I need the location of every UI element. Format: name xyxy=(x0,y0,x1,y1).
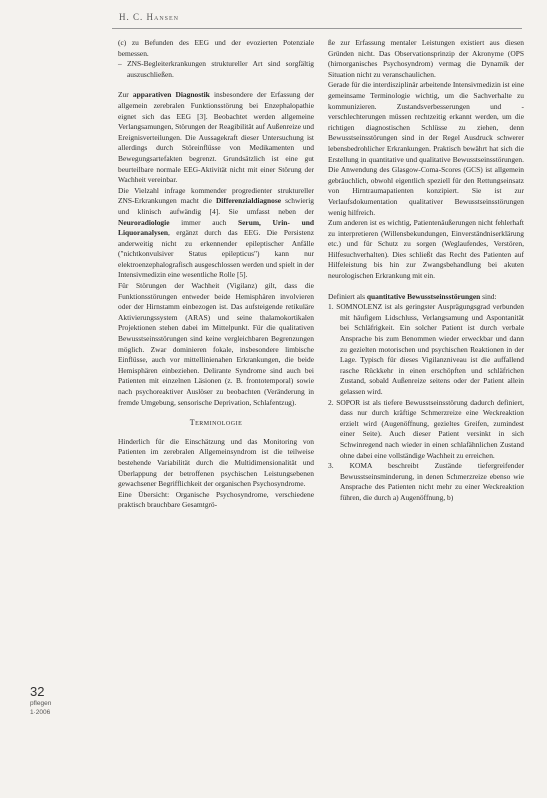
bold-term: Neuroradiologie xyxy=(118,217,170,227)
page-number: 32 xyxy=(30,684,45,699)
bold-term: quantitative Bewusstseinsstörungen xyxy=(366,291,481,301)
right-column xyxy=(328,38,524,504)
paragraph-intensive-care: Gerade für die interdisziplinär arbeitende Intensivmedizin ist eine gemeinsame Terminologie wichtig, um die Sachverhalte zu kommunizieren. Zustandsverbesserungen und -verschlechterungen müssen rechtzeitig erkannt werden, um die richtigen diagnostischen Schlüsse zu ziehen, denn Bewusstseinsstörungen sind in der Regel Ausdruck schwerer lebensbedrohlicher Erkrankungen. Praktisch bewährt hat sich die Erstellung in quantitative und qualitative Bewusstseinsstörungen. Die Anwendung des Glasgow-Coma-Scores (GCS) ist allgemein gebräuchlich, obwohl eigentlich speziell für den Rettungseinsatz von Hirntraumapatienten konzipiert. Sie ist zur Verlaufsdokumentation qualitativer Bewusstseinsstörungen wenig hilfreich. xyxy=(328,80,524,217)
section-title: Terminologie xyxy=(189,418,243,428)
paragraph-terminology: Hinderlich für die Einschätzung und das Monitoring von Patienten im zerebralen Allgemeinsyndrom ist die teilweise bestehende Variabilität durch die Multidimensionalität und Überlappung der betroffenen psychischen Leistungsebenen gewachsener Begrifflichkeit der organischen Psychosyndrome. xyxy=(118,436,314,489)
paragraph-overview: Eine Übersicht: Organische Psychosyndrome, verschiedene praktisch brauchbare Gesamtgrö- xyxy=(118,489,314,510)
paragraph-diagnostics: Zur apparativen Diagnostik insbesondere der Erfassung der allgemein zerebralen Funktionsstörung bei Enzephalopathie eignet sich das EEG [3]. Beobachtet werden allgemeine Verlangsamungen, Störungen der Reagibilität auf Außenreize und Ereignisverteilungen. Die Aussagekraft dieser Untersuchung ist allerdings durch Störeinflüsse von Medikamenten und Bewegungsartefakten begrenzt. Grundsätzlich ist eine gut beurteilbare normale EEG-Aktivität nicht mit einer Störung der Wachheit vereinbar. xyxy=(118,90,314,185)
top-fragment: (c) zu Befunden des EEG und der evozierten Potenziale bemessen. xyxy=(118,38,314,58)
bold-term: Serum, Urin- und Liquoranalysen xyxy=(118,217,314,238)
paragraph-differential: Die Vielzahl infrage kommender progredienter struktureller ZNS-Erkrankungen macht die Differenzialdiagnose schwierig und klinisch aufwändig [4]. Sie umfasst neben der Neuroradiologie immer auch Serum, Urin- und Liquoranalysen, ergänzt durch das EEG. Die Persistenz anderweitig nicht zu erkennender epileptischer Anfälle ("nichtkonvulsiver Status epilepticus") kann nur elektroenzephalografisch ausgeschlossen werden und spielt in der Intensivmedizin eine wesentliche Rolle [5]. xyxy=(118,185,314,280)
bullet-item: – ZNS-Begleiterkrankungen struktureller Art sind sorgfältig auszuschließen. xyxy=(118,59,314,79)
paragraph-definition: Definiert als quantitative Bewusstseinsstörungen sind: xyxy=(328,291,497,301)
bold-term: apparativen Diagnostik xyxy=(132,90,210,100)
paragraph-patient-statements: Zum anderen ist es wichtig, Patientenäußerungen nicht fehlerhaft zu interpretieren (Willensbekundungen, Einverständniserklärung etc.) und für Schutz zu sorgen (Weglaufendes, Verstören, Hilfesuchverhalten). Dies schließt das Recht des Patienten auf Hilfeleistung bis hin zur Zwangsbehandlung bei akuten neurologischen Erkrankung mit ein. xyxy=(328,218,524,281)
margin-footer xyxy=(30,684,80,717)
list-item: 1. SOMNOLENZ ist als geringster Ausprägungsgrad verbunden mit häufigem Lidschluss, Verlangsamung und Aspontanität bei Schläfrigkeit. Ein solcher Patient ist durch verbale Ansprache bis zum Benommen wieder erweckbar und dann zu gezielten motorischen und psychischen Reaktionen in der Lage. Typisch für dieses Vigilanzniveau ist die auffallend rasche Rückkehr in einen erschöpften und schläfrichen Zustand, sobald Außenreize seitens oder der Patient allein gelassen wird. xyxy=(328,302,524,396)
running-header-author: H. C. Hansen xyxy=(119,12,180,22)
paragraph-continuation: ße zur Erfassung mentaler Leistungen existiert aus diesen Gründen nicht. Das Observationsprinzip der Akronyme (OPS (hirnorganisches Psychosyndrom) vermag die Dynamik der Situation nicht zu veranschaulichen. xyxy=(328,38,524,79)
bold-term: Differenzialdiagnose xyxy=(215,196,282,206)
list-item: 3. KOMA beschreibt Zustände tiefergreifender Bewusstseinsminderung, in denen Schmerzreize ebenso wie Ansprache des Patienten nicht mehr zu einer Weckreaktion führen, die durch a) Augenöffnung, b) xyxy=(328,461,524,502)
header-rule xyxy=(112,28,522,29)
paragraph-vigilance: Für Störungen der Wachheit (Vigilanz) gilt, dass die Funktionsstörungen entweder beide Hemisphären involvieren oder der Hirnstamm einbezogen ist. Das aufsteigende retikuläre Aktivierungssystem (ARAS) und seine thalamokortikalen Projektionen stehen dabei im Mittelpunkt. Für die qualitativen Bewusstseinsstörungen sind keine vergleichbaren Begrenzungen möglich. Zwar dominieren fokale, insbesondere limbische Einflüsse, auch vor mittellinienahen Erkrankungen, die beide Hemisphären einbeziehen. Delirante Syndrome sind auch bei Patienten mit einzelnen Läsionen (z. B. frontotemporal) sowie nach psychoreaktiver Auslöser zu beobachten (Veränderung in fremde Umgebung, sensorische Deprivation, Schlafentzug). xyxy=(118,281,314,407)
list-item: 2. SOPOR ist als tiefere Bewusstseinsstörung dadurch definiert, dass nur durch kräftige Schmerzreize eine Weckreaktion erzielt wird (Augenöffnung, gezieltes Greifen, zumindest einer Seite). Auch dieser Patient versinkt in sich Schwinregend nach wieder in einen schlafähnlichen Zustand ohne dabei eine vollständige Wachheit zu erreichen. xyxy=(328,397,524,460)
left-column xyxy=(118,38,314,511)
journal-name: pflegen xyxy=(30,700,52,707)
journal-issue: 1·2006 xyxy=(30,709,51,716)
